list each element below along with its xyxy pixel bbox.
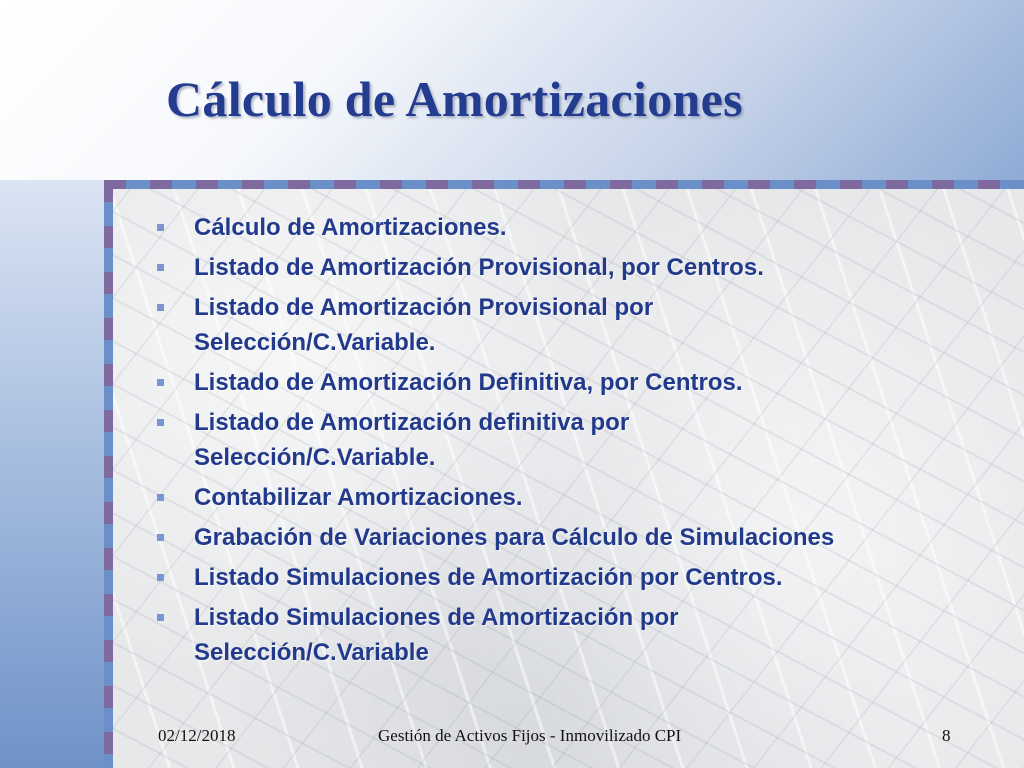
slide-title: Cálculo de Amortizaciones [166,71,743,127]
bullet-text: Grabación de Variaciones para Cálculo de Simulaciones [194,524,835,551]
panel-border-top [104,180,1024,189]
bullet-text: Listado Simulaciones de Amortización por Centros. [194,564,783,591]
left-gradient-band [0,180,110,768]
page-number: 8 [942,726,951,745]
square-bullet-icon [157,614,164,621]
bullet-item [154,250,974,285]
bullet-text: Cálculo de Amortizaciones. [194,214,507,241]
content-panel [104,180,1024,768]
bullet-text-line-1: Listado de Amortización Provisional por [194,294,654,321]
bullet-item [154,405,974,475]
bullet-item [154,290,974,360]
bullet-text-line-2: Selección/C.Variable. [194,444,436,471]
footer-title: Gestión de Activos Fijos - Inmovilizado CPI [378,726,682,745]
bullet-text-line-1: Listado Simulaciones de Amortización por [194,604,679,631]
bullet-text-line-2: Selección/C.Variable. [194,329,436,356]
square-bullet-icon [157,494,164,501]
bullet-item [154,210,974,245]
square-bullet-icon [157,379,164,386]
square-bullet-icon [157,534,164,541]
bullet-text: Listado de Amortización Definitiva, por Centros. [194,369,743,396]
square-bullet-icon [157,224,164,231]
bullet-item [154,600,974,670]
square-bullet-icon [157,304,164,311]
bullet-text-line-1: Listado de Amortización definitiva por [194,409,630,436]
bullet-item [154,520,974,555]
bullet-list [154,210,974,675]
bullet-text: Contabilizar Amortizaciones. [194,484,523,511]
bullet-text: Listado de Amortización Provisional, por Centros. [194,254,764,281]
bullet-item [154,560,974,595]
square-bullet-icon [157,419,164,426]
square-bullet-icon [157,264,164,271]
footer-date: 02/12/2018 [158,726,236,745]
bullet-item [154,365,974,400]
bullet-text-line-2: Selección/C.Variable [194,639,429,666]
square-bullet-icon [157,574,164,581]
panel-border-left [104,180,113,768]
bullet-item [154,480,974,515]
